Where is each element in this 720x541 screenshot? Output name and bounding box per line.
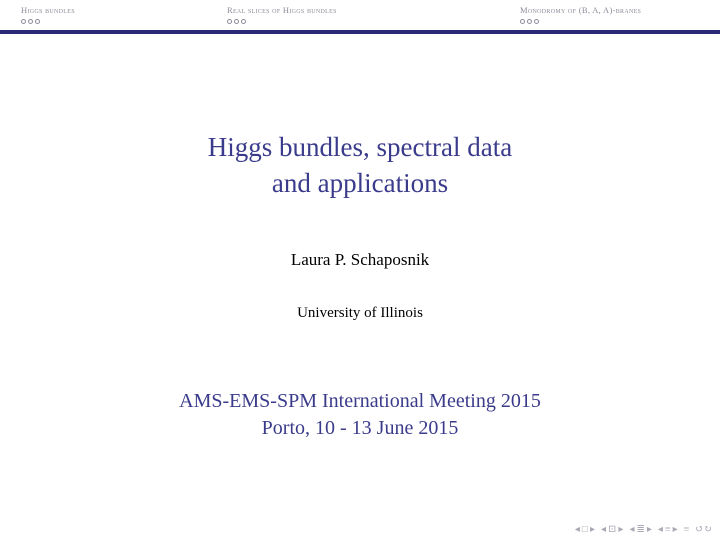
nav-frame-group	[575, 524, 595, 535]
slide-title-line-2: and applications	[271, 168, 449, 198]
nav-next-icon[interactable]: ▸	[672, 524, 678, 535]
progress-dot[interactable]	[28, 19, 33, 24]
nav-subsection-group	[601, 524, 623, 535]
nav-frame-icon[interactable]: □	[581, 524, 588, 535]
nav-doc-group	[658, 524, 678, 535]
progress-dot[interactable]	[534, 19, 539, 24]
section-progress-dots-3	[520, 19, 539, 24]
nav-section-icon[interactable]: ≣	[636, 524, 645, 535]
nav-search-icon[interactable]: ↺↻	[695, 524, 712, 535]
nav-subsection-icon[interactable]: ⊡	[608, 524, 617, 535]
nav-section-higgs-bundles[interactable]: Higgs bundles	[21, 5, 75, 15]
section-progress-dots-1	[21, 19, 40, 24]
progress-dot[interactable]	[241, 19, 246, 24]
nav-prev-icon[interactable]: ◂	[574, 524, 580, 535]
nav-section-real-slices[interactable]: Real slices of Higgs bundles	[227, 5, 337, 15]
progress-dot[interactable]	[227, 19, 232, 24]
section-progress-dots-2	[227, 19, 246, 24]
progress-dot[interactable]	[35, 19, 40, 24]
nav-section-monodromy[interactable]: Monodromy of (B, A, A)-branes	[520, 5, 642, 15]
beamer-navigation-bar	[575, 524, 712, 535]
header-bar	[0, 0, 720, 30]
institute: University of Illinois	[297, 305, 423, 321]
nav-next-icon[interactable]: ▸	[646, 524, 652, 535]
progress-dot[interactable]	[21, 19, 26, 24]
progress-dot[interactable]	[234, 19, 239, 24]
event-line-1: AMS-EMS-SPM International Meeting 2015	[179, 390, 541, 412]
header-rule	[0, 30, 720, 34]
nav-next-icon[interactable]: ▸	[589, 524, 595, 535]
nav-next-icon[interactable]: ▸	[618, 524, 624, 535]
progress-dot[interactable]	[520, 19, 525, 24]
nav-document-icon[interactable]: ≡	[664, 524, 671, 535]
nav-prev-icon[interactable]: ◂	[629, 524, 635, 535]
nav-prev-icon[interactable]: ◂	[657, 524, 663, 535]
slide-title-line-1: Higgs bundles, spectral data	[207, 132, 513, 162]
nav-section-group	[629, 524, 651, 535]
author-name: Laura P. Schaposnik	[290, 250, 430, 269]
nav-align-icon[interactable]: ≡	[683, 524, 690, 535]
nav-prev-icon[interactable]: ◂	[600, 524, 607, 535]
event-line-2: Porto, 10 - 13 June 2015	[261, 417, 459, 439]
progress-dot[interactable]	[527, 19, 532, 24]
